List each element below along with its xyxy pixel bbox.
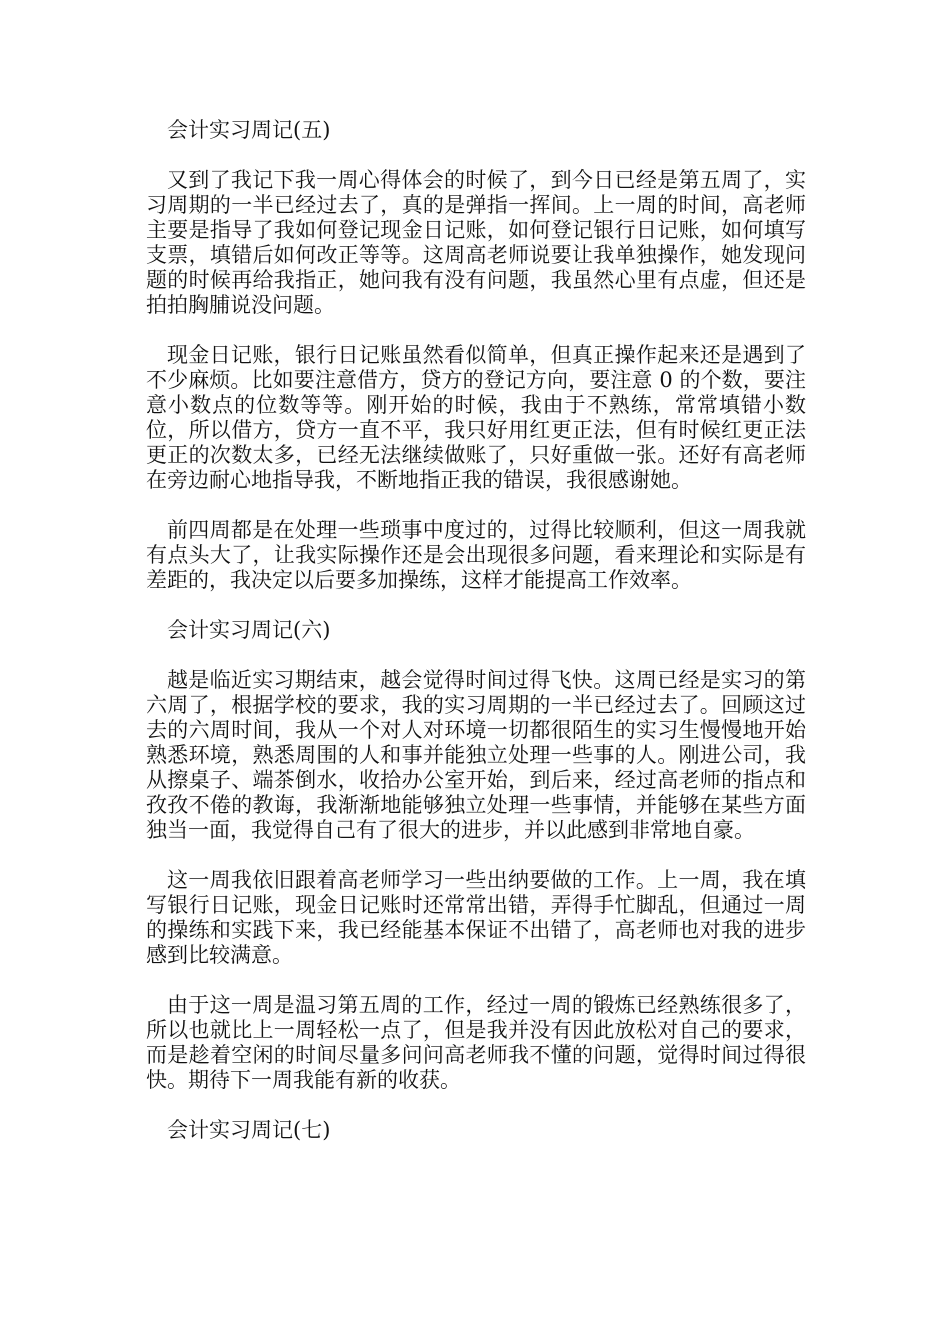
spacer — [146, 1093, 806, 1118]
paragraph: 又到了我记下我一周心得体会的时候了，到今日已经是第五周了，实习周期的一半已经过去了，真的是弹指一挥间。上一周的时间，高老师主要是指导了我如何登记现金日记账，如何登记银行日记账，如何填写支票，填错后如何改正等等。这周高老师说要让我单独操作，她发现问题的时候再给我指正，她问我有没有问题，我虽然心里有点虚，但还是拍拍胸脯说没问题。 — [146, 168, 806, 317]
spacer — [146, 493, 806, 518]
document-body — [146, 118, 806, 1143]
spacer — [146, 593, 806, 618]
spacer — [146, 968, 806, 993]
spacer — [146, 843, 806, 868]
spacer — [146, 143, 806, 168]
paragraph: 由于这一周是温习第五周的工作，经过一周的锻炼已经熟练很多了，所以也就比上一周轻松一点了，但是我并没有因此放松对自己的要求，而是趁着空闲的时间尽量多问问高老师我不懂的问题，觉得时间过得很快。期待下一周我能有新的收获。 — [146, 993, 806, 1092]
paragraph: 前四周都是在处理一些琐事中度过的，过得比较顺利，但这一周我就有点头大了，让我实际操作还是会出现很多问题，看来理论和实际是有差距的，我决定以后要多加操练，这样才能提高工作效率。 — [146, 518, 806, 592]
spacer — [146, 318, 806, 343]
section-heading-week7: 会计实习周记(七) — [167, 1118, 331, 1142]
section-heading-week5: 会计实习周记(五) — [167, 118, 331, 142]
section-heading-week6: 会计实习周记(六) — [167, 618, 331, 642]
paragraph: 这一周我依旧跟着高老师学习一些出纳要做的工作。上一周，我在填写银行日记账，现金日记账时还常常出错，弄得手忙脚乱，但通过一周的操练和实践下来，我已经能基本保证不出错了，高老师也对我的进步感到比较满意。 — [146, 868, 806, 967]
spacer — [146, 643, 806, 668]
paragraph: 现金日记账，银行日记账虽然看似简单，但真正操作起来还是遇到了不少麻烦。比如要注意借方，贷方的登记方向，要注意 0 的个数，要注意小数点的位数等等。刚开始的时候，我由于不熟练，常常填错小数位，所以借方，贷方一直不平，我只好用红更正法，但有时候红更正法更正的次数太多，已经无法继续做账了，只好重做一张。还好有高老师在旁边耐心地指导我，不断地指正我的错误，我很感谢她。 — [146, 343, 806, 492]
paragraph: 越是临近实习期结束，越会觉得时间过得飞快。这周已经是实习的第六周了，根据学校的要求，我的实习周期的一半已经过去了。回顾这过去的六周时间，我从一个对人对环境一切都很陌生的实习生慢慢地开始熟悉环境，熟悉周围的人和事并能独立处理一些事的人。刚进公司，我从擦桌子、端茶倒水，收拾办公室开始，到后来，经过高老师的指点和孜孜不倦的教诲，我渐渐地能够独立处理一些事情，并能够在某些方面独当一面，我觉得自己有了很大的进步，并以此感到非常地自豪。 — [146, 668, 806, 842]
